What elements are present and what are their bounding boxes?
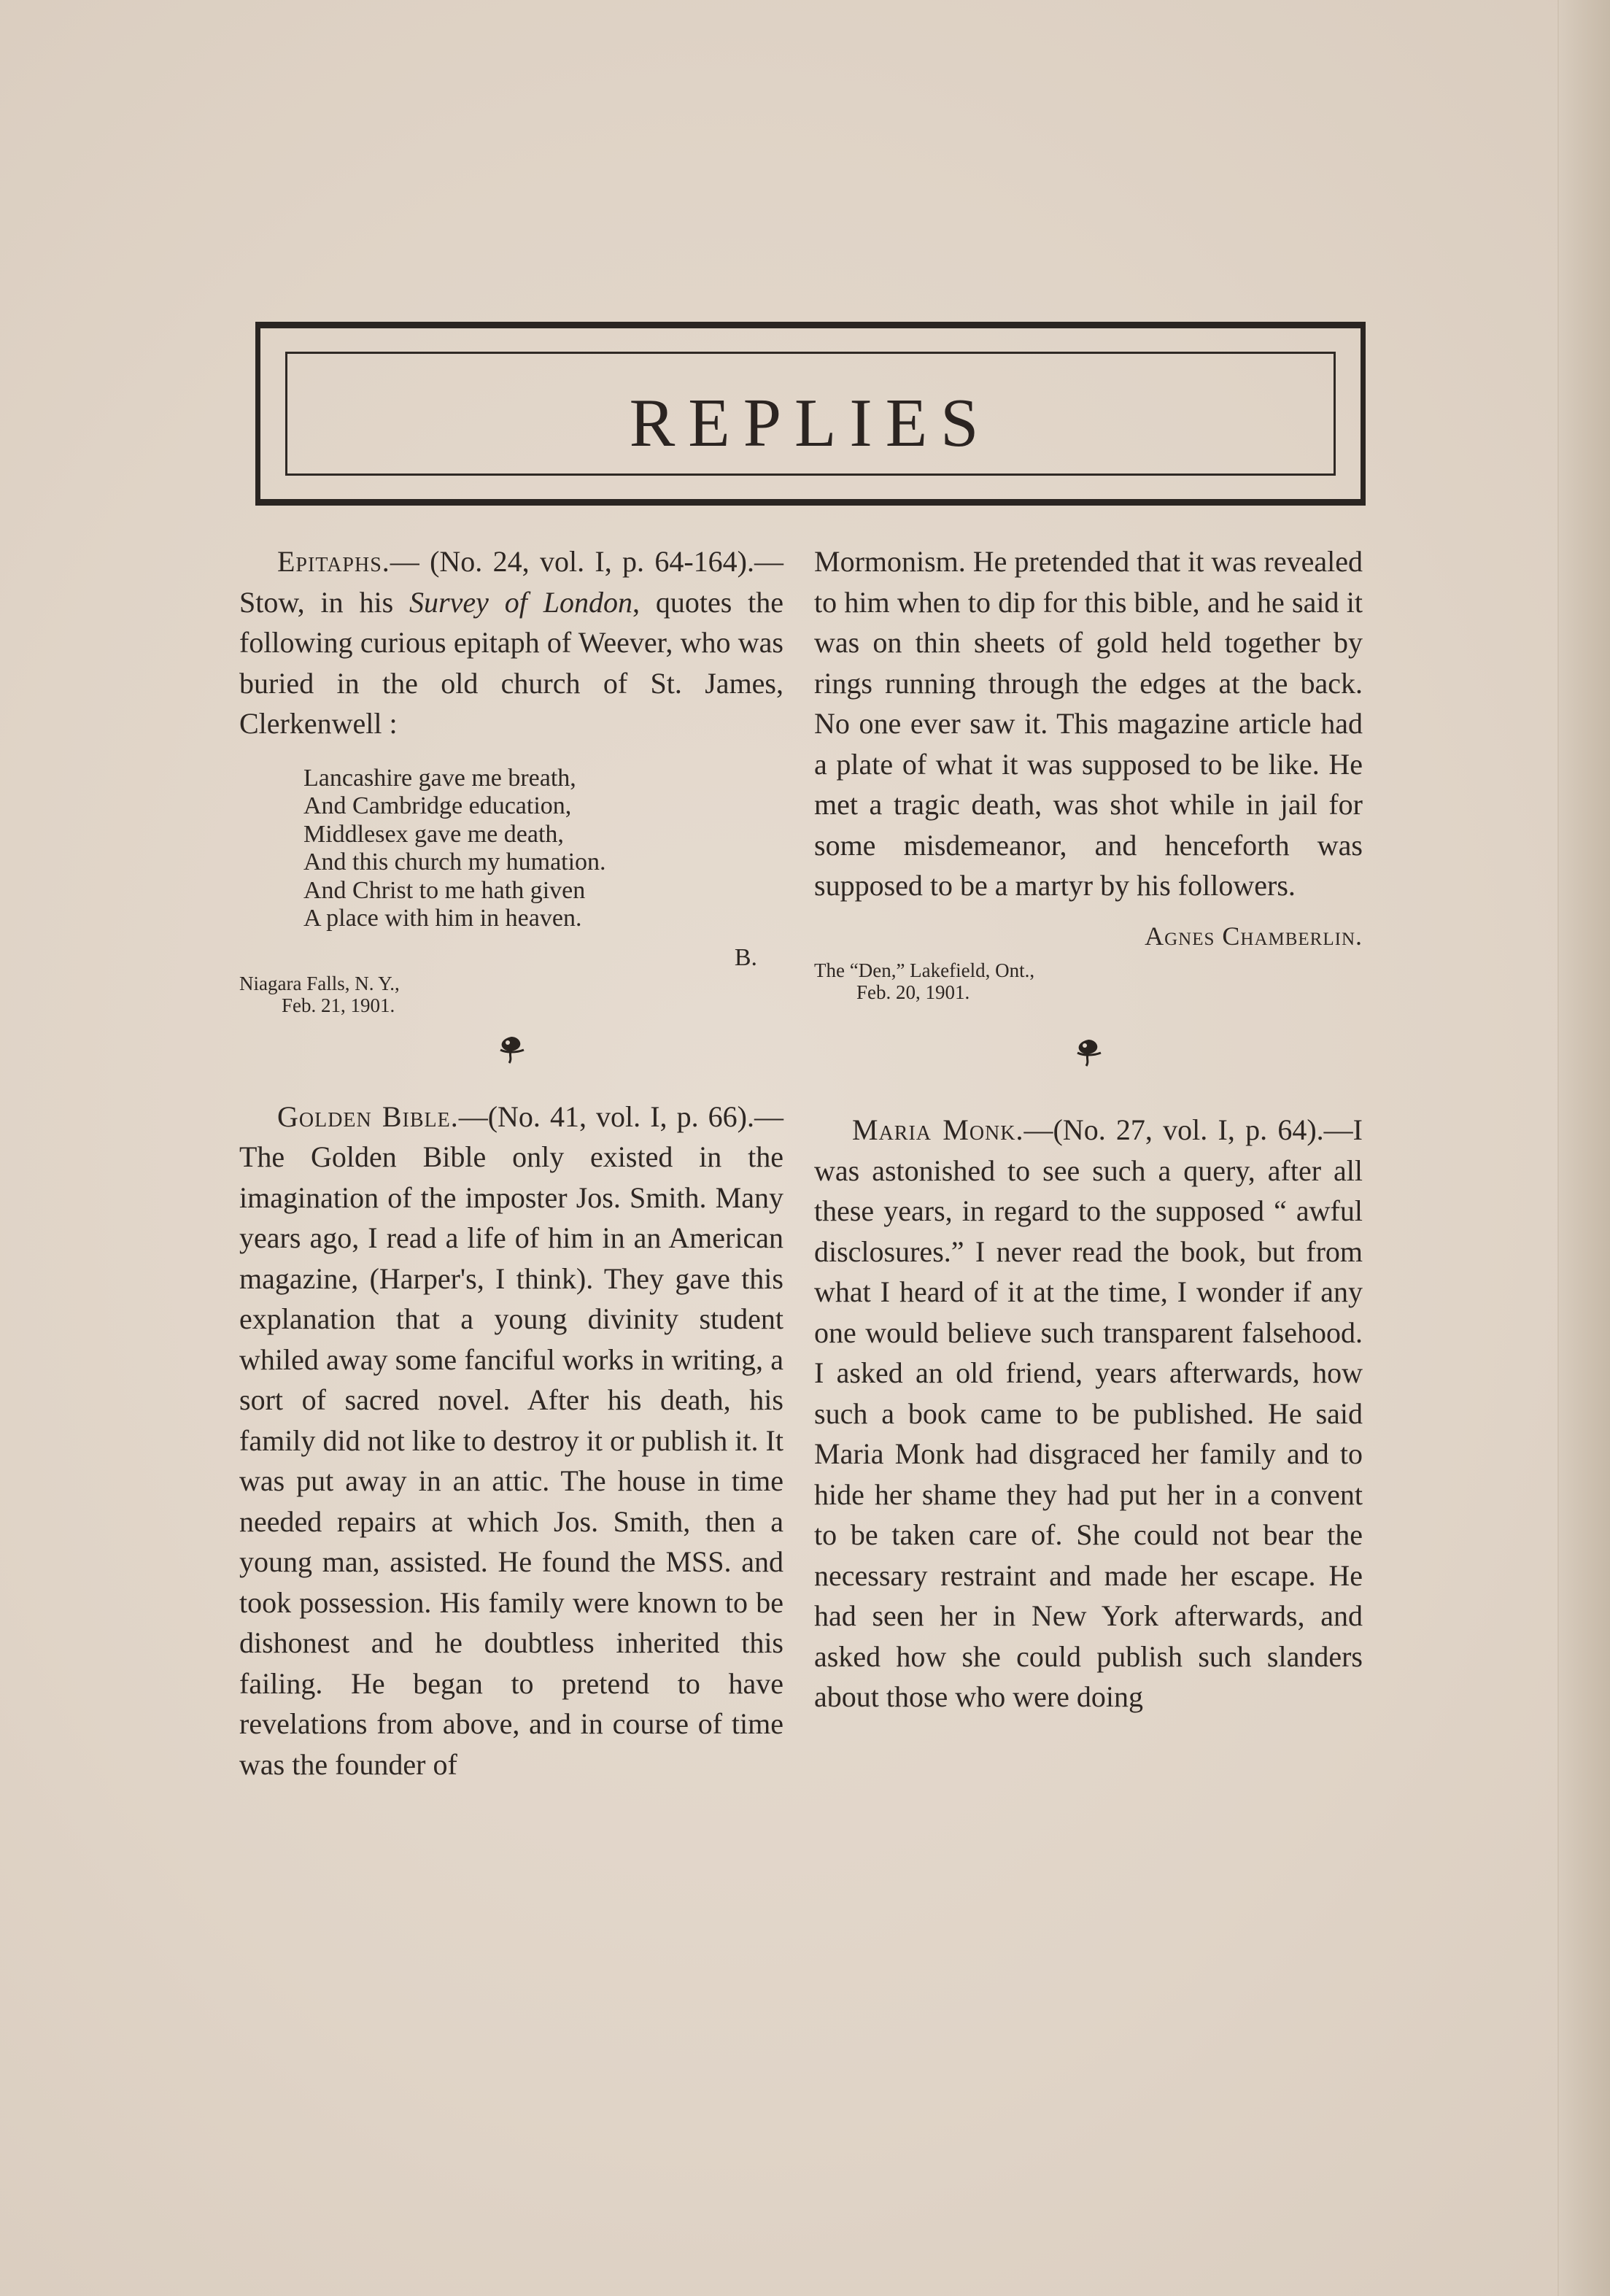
golden-bible-heading: Golden Bible. [277, 1099, 459, 1133]
golden-bible-place: The “Den,” Lakefield, Ont., [814, 959, 1035, 981]
fleuron-icon [814, 1035, 1363, 1070]
page-edge [1557, 0, 1610, 2296]
epitaphs-ref: — (No. 24, vol. I, p. 64-164).—Stow, in his [239, 545, 783, 619]
epitaph-verse [303, 765, 783, 933]
epitaphs-text: , quotes the following curious epitaph of Weever, who was buried in the old church of St. James, Clerkenwell : [239, 585, 783, 740]
survey-of-london-title: Survey of London [409, 585, 632, 619]
verse-line: And Christ to me hath given [303, 876, 586, 904]
epitaphs-place: Niagara Falls, N. Y., [239, 972, 400, 994]
verse-line: And this church my humation. [303, 849, 606, 876]
epitaphs-signature: B. [734, 943, 757, 971]
golden-bible-text: —(No. 41, vol. I, p. 66).—The Golden Bible only existed in the imagination of the imposter Jos. Smith. Many years ago, I read a life of him in an American magazine, (Harper's, I think). They gave this explanation that a young divinity student whiled away some fanciful works in writing, a sort of sacred novel. After his death, his family did not like to destroy it or publish it. It was put away in an attic. The house in time needed repairs at which Jos. Smith, then a young man, assisted. He found the MSS. and took possession. His family were known to be dishonest and he doubtless inherited this failing. He began to pretend to have revelations from above, and in course of time was the founder of [239, 1099, 783, 1781]
maria-monk-text: —(No. 27, vol. I, p. 64).—I was astonished to see such a query, after all these years, in regard to the supposed “ awful disclosures.” I never read the book, but from what I heard of it at the time, I wonder if any one would believe such transparent falsehood. I asked an old friend, years afterwards, how such a book came to be published. He said Maria Monk had disgraced her family and to hide her shame they had put her in a convent to be taken care of. She could not bear the necessary restraint and made her escape. He had seen her in New York afterwards, and asked how she could publish such slanders about those who were doing [814, 1113, 1363, 1713]
golden-bible-date: Feb. 20, 1901. [856, 981, 970, 1003]
verse-line: A place with him in heaven. [303, 905, 582, 932]
maria-monk-heading: Maria Monk. [852, 1113, 1024, 1146]
golden-bible-paragraph [239, 1097, 783, 1785]
epitaphs-paragraph [239, 541, 783, 744]
verse-line: Middlesex gave me death, [303, 820, 564, 848]
title-frame [255, 322, 1366, 506]
golden-bible-continuation: Mormonism. He pretended that it was revealed to him when to dip for this bible, and he said it was on thin sheets of gold held together by rings running through the edges at the back. No one ever saw it. This magazine article had a plate of what it was supposed to be like. He met a tragic death, was shot while in jail for some misdemeanor, and henceforth was supposed to be a martyr by his followers. [814, 545, 1363, 902]
left-column [239, 541, 783, 1785]
page-title: REPLIES [629, 385, 992, 461]
golden-bible-signature: Agnes Chamberlin. [1145, 921, 1363, 951]
fleuron-icon [239, 1032, 783, 1067]
right-column [814, 541, 1363, 1717]
maria-monk-paragraph [814, 1110, 1363, 1717]
epitaphs-heading: Epitaphs. [277, 545, 390, 578]
verse-line: Lancashire gave me breath, [303, 764, 576, 792]
verse-line: And Cambridge education, [303, 792, 572, 819]
epitaphs-date: Feb. 21, 1901. [282, 994, 395, 1016]
